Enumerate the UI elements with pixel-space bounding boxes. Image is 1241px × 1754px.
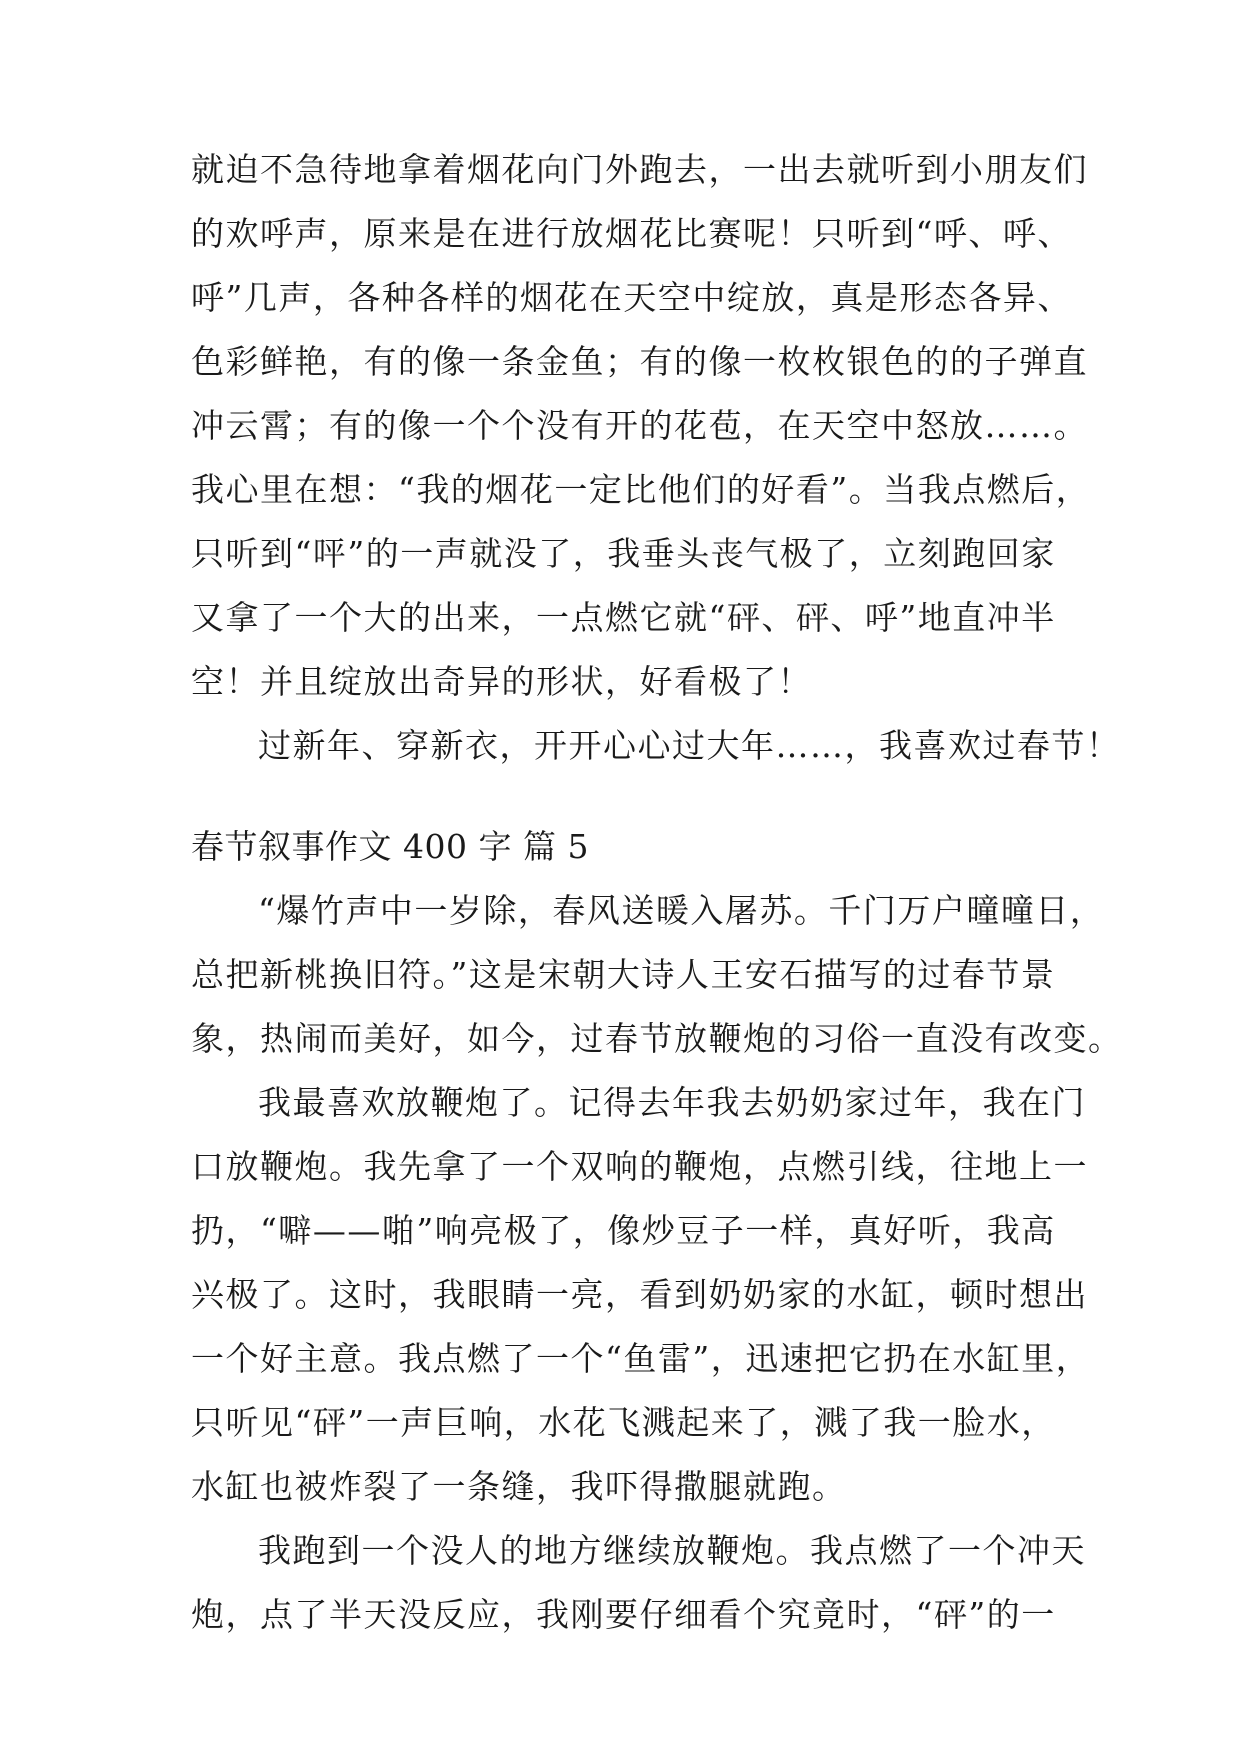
text-line: 一个好主意。我点燃了一个“鱼雷”，迅速把它扔在水缸里， <box>191 1339 1091 1378</box>
text-line: 又拿了一个大的出来，一点燃它就“砰、砰、呼”地直冲半 <box>191 598 1056 637</box>
text-line: 我心里在想：“我的烟花一定比他们的好看”。当我点燃后， <box>191 470 1091 509</box>
text-line: 炮，点了半天没反应，我刚要仔细看个究竟时，“砰”的一 <box>191 1595 1056 1634</box>
text-line: 象，热闹而美好，如今，过春节放鞭炮的习俗一直没有改变。 <box>191 1019 1123 1058</box>
section-heading: 春节叙事作文 400 字 篇 5 <box>191 827 589 866</box>
text-line: 总把新桃换旧符。”这是宋朝大诗人王安石描写的过春节景 <box>191 955 1056 994</box>
text-line: 色彩鲜艳，有的像一条金鱼；有的像一枚枚银色的的子弹直 <box>191 342 1088 381</box>
paragraph-line: 我最喜欢放鞭炮了。记得去年我去奶奶家过年，我在门 <box>258 1083 1086 1122</box>
text-line: 只听到“呯”的一声就没了，我垂头丧气极了，立刻跑回家 <box>191 534 1056 573</box>
text-line: 就迫不急待地拿着烟花向门外跑去，一出去就听到小朋友们 <box>191 150 1088 189</box>
text-line: 口放鞭炮。我先拿了一个双响的鞭炮，点燃引线，往地上一 <box>191 1147 1088 1186</box>
paragraph-line: 过新年、穿新衣，开开心心过大年……，我喜欢过春节！ <box>258 726 1121 765</box>
text-line: 兴极了。这时，我眼睛一亮，看到奶奶家的水缸，顿时想出 <box>191 1275 1088 1314</box>
text-line: 冲云霄；有的像一个个没有开的花苞，在天空中怒放……。 <box>191 406 1088 445</box>
paragraph-line: 我跑到一个没人的地方继续放鞭炮。我点燃了一个冲天 <box>258 1531 1086 1570</box>
text-line: 扔，“噼——啪”响亮极了，像炒豆子一样，真好听，我高 <box>191 1211 1056 1250</box>
text-line: 水缸也被炸裂了一条缝，我吓得撒腿就跑。 <box>191 1467 847 1506</box>
text-line: 的欢呼声，原来是在进行放烟花比赛呢！只听到“呼、呼、 <box>191 214 1072 253</box>
text-line: 空！并且绽放出奇异的形状，好看极了！ <box>191 662 812 701</box>
text-line: 只听见“砰”一声巨响，水花飞溅起来了，溅了我一脸水， <box>191 1403 1056 1442</box>
paragraph-line: “爆竹声中一岁除，春风送暖入屠苏。千门万户曈曈日， <box>258 891 1105 930</box>
text-line: 呼”几声，各种各样的烟花在天空中绽放，真是形态各异、 <box>191 278 1072 317</box>
